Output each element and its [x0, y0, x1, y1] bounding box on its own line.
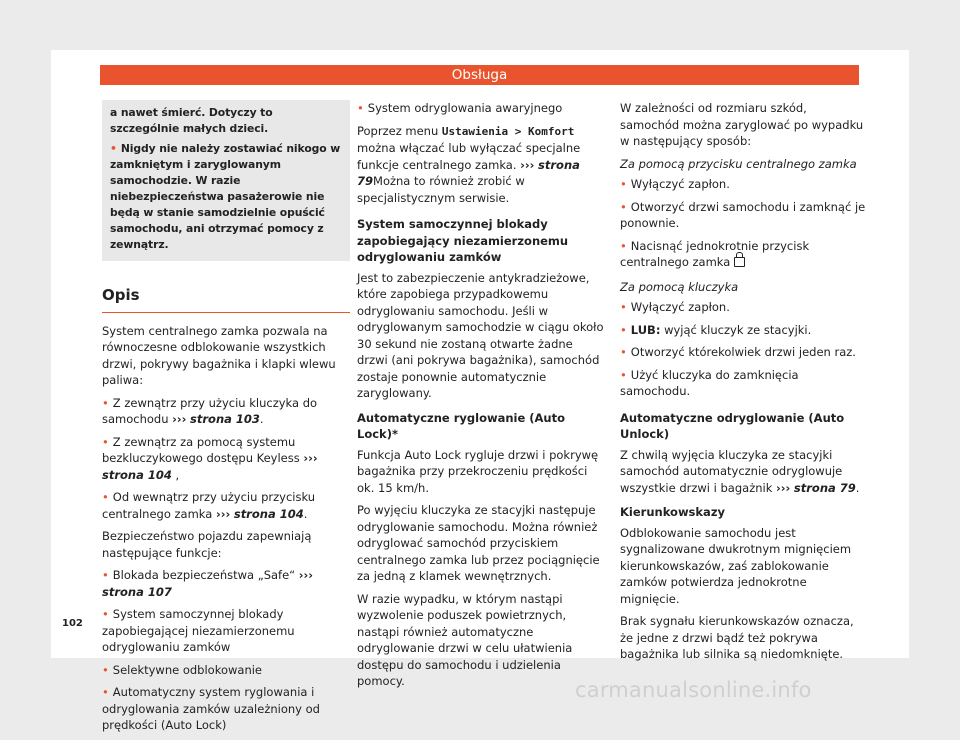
ref-arrow: ›››	[172, 412, 187, 426]
list-item	[620, 238, 868, 271]
text-run: Z chwilą wyjęcia kluczyka ze stacyjki samochód automatycznie odryglowuje wszystkie drzwi i bagażnik	[620, 447, 843, 495]
page-link[interactable]: strona 79	[793, 480, 856, 495]
text-run: Poprzez menu	[357, 123, 442, 138]
page-link[interactable]: strona 107	[102, 584, 172, 599]
list-item-text: Otworzyć którekolwiek drzwi jeden raz.	[630, 345, 856, 359]
warning-bullet-text: Nigdy nie należy zostawiać nikogo w zamkniętym i zaryglowanym samochodzie. W razie niebezpieczeństwa pasażerowie nie będą w stanie samodzielnie opuścić samochodu, ani otrzymać pomocy z zewnątrz.	[110, 142, 341, 251]
list-item	[357, 100, 605, 117]
subheading: Automatyczne ryglowanie (Auto Lock)*	[357, 410, 566, 441]
feature-text: Automatyczny system ryglowania i odryglowania zamków uzależniony od prędkości (Auto Lock)	[102, 685, 320, 732]
feature-text: Blokada bezpieczeństwa „Safe“	[112, 568, 296, 582]
paragraph: W zależności od rozmiaru szkód, samochód można zaryglować po wypadku w następujący sposób:	[620, 101, 864, 148]
list-item	[620, 199, 868, 232]
subheading-italic: Za pomocą przycisku centralnego zamka	[620, 156, 857, 171]
feature-item	[102, 662, 350, 679]
watermark: carmanualsonline.info	[575, 678, 812, 702]
ref-arrow: ›››	[298, 568, 313, 582]
warning-box	[102, 100, 350, 261]
list-item-text: Z zewnątrz przy użyciu kluczyka do samochodu	[102, 395, 318, 426]
chapter-header: Obsługa	[100, 65, 859, 85]
list-item-text: wyjąć kluczyk ze stacyjki.	[660, 322, 812, 337]
page-link[interactable]: strona 103	[190, 412, 260, 426]
ref-arrow: ›››	[303, 451, 318, 465]
subheading: Automatyczne odryglowanie (Auto Unlock)	[620, 410, 845, 441]
list-item	[102, 434, 350, 484]
text-run: .	[855, 480, 860, 495]
list-item-text: Wyłączyć zapłon.	[630, 177, 730, 191]
ref-arrow: ›››	[215, 506, 231, 521]
list-item-text: Otworzyć drzwi samochodu i zamknąć je ponownie.	[620, 199, 866, 230]
list-item	[620, 367, 868, 400]
list-item	[620, 322, 868, 339]
list-item	[620, 176, 868, 193]
paragraph	[620, 447, 868, 497]
column-3	[620, 100, 868, 669]
list-item-text: Od wewnątrz przy użyciu przycisku centralnego zamka	[102, 490, 316, 521]
paragraph: W razie wypadku, w którym nastąpi wyzwolenie poduszek powietrznych, nastąpi również automatyczne odryglowanie drzwi w celu ułatwienia dostępu do samochodu i udzielenia pomocy.	[357, 591, 573, 688]
feature-item	[102, 606, 350, 656]
list-item-text: System odryglowania awaryjnego	[367, 101, 563, 115]
subheading-italic: Za pomocą kluczyka	[620, 279, 739, 294]
paragraph: Funkcja Auto Lock rygluje drzwi i pokrywę bagażnika przy przekroczeniu prędkości ok. 15 km/h.	[357, 447, 599, 495]
intro-paragraph: System centralnego zamka pozwala na równoczesne odblokowanie wszystkich drzwi, pokrywy bagażnika i klapki wlewu paliwa:	[102, 323, 336, 387]
menu-path: Ustawienia > Komfort	[441, 124, 575, 138]
paragraph: Brak sygnału kierunkowskazów oznacza, że jedne z drzwi bądź też pokrywa bagażnika lub silnika są niedomknięte.	[620, 614, 854, 661]
list-item-tail: .	[259, 412, 264, 426]
list-item-text: Wyłączyć zapłon.	[630, 300, 730, 314]
feature-item	[102, 567, 350, 600]
subheading: Kierunkowskazy	[620, 505, 726, 519]
text-run: Można to również zrobić w specjalistycznym serwisie.	[357, 174, 525, 205]
page-link[interactable]: strona 79	[357, 157, 580, 188]
list-item	[102, 395, 350, 428]
column-1	[102, 100, 350, 740]
ref-arrow: ›››	[776, 480, 791, 495]
subheading: System samoczynnej blokady zapobiegający niezamierzonemu odryglowaniu zamków	[357, 217, 569, 264]
list-item-tail: ,	[171, 467, 180, 482]
list-item	[620, 299, 868, 316]
page-link[interactable]: strona 104	[102, 467, 172, 482]
text-run: można włączać lub wyłączać specjalne funkcje centralnego zamka.	[357, 141, 581, 172]
list-item-text: Z zewnątrz za pomocą systemu bezkluczykowego dostępu Keyless	[102, 434, 300, 465]
list-item-text: Użyć kluczyka do zamknięcia samochodu.	[620, 367, 799, 398]
warning-bullet	[110, 141, 343, 253]
list-item-text: Nacisnąć jednokrotnie przycisk centralnego zamka	[620, 238, 810, 269]
list-item-tail: .	[303, 506, 308, 521]
ref-arrow: ›››	[520, 157, 535, 172]
column-2	[357, 100, 605, 696]
lock-icon	[734, 257, 745, 267]
page-link[interactable]: strona 104	[233, 506, 304, 521]
settings-paragraph	[357, 123, 605, 207]
page-number: 102	[62, 618, 83, 629]
paragraph: Odblokowanie samochodu jest sygnalizowane dwukrotnym mignięciem kierunkowskazów, zaś zablokowanie zamków potwierdza jednokrotne mignięcie.	[620, 525, 852, 606]
list-item-label: LUB:	[630, 322, 661, 337]
list-item	[102, 489, 350, 522]
list-item	[620, 344, 868, 361]
paragraph: Jest to zabezpieczenie antykradzieżowe, które zapobiega przypadkowemu odryglowaniu samochodu. Jeśli w odryglowanym samochodzie w ciągu około 30 sekund nie zostaną otwarte żadne drzwi (ani pokrywa bagażnika), samochód zostaje ponownie automatycznie zaryglowany.	[357, 270, 604, 400]
section-title: Opis	[102, 287, 350, 313]
feature-text: Selektywne odblokowanie	[112, 662, 263, 677]
safety-intro: Bezpieczeństwo pojazdu zapewniają następujące funkcje:	[102, 529, 312, 560]
feature-item	[102, 684, 350, 734]
paragraph: Po wyjęciu kluczyka ze stacyjki następuje odryglowanie samochodu. Można również odryglować samochód przyciskiem centralnego zamka lub przez pociągnięcie za jedną z klamek wewnętrznych.	[357, 503, 600, 583]
feature-text: System samoczynnej blokady zapobiegającej niezamierzonemu odryglowaniu zamków	[102, 607, 295, 654]
warning-text: a nawet śmierć. Dotyczy to szczególnie małych dzieci.	[110, 106, 273, 135]
